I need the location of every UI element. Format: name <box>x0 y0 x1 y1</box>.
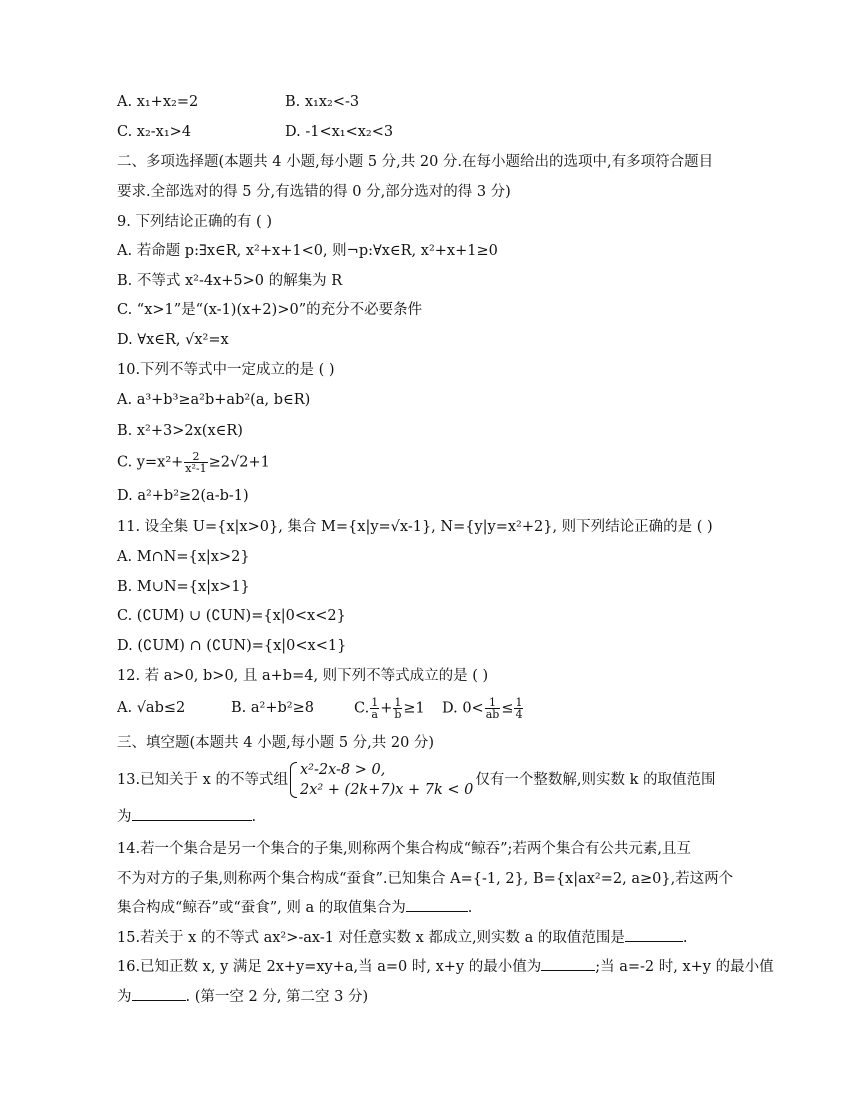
q13-line2 <box>117 806 256 828</box>
q12-option-b: B. a²+b²≥8 <box>231 700 314 716</box>
q13-prefix: 13.已知关于 x 的不等式组 <box>117 772 288 788</box>
q10-stem: 10.下列不等式中一定成立的是 ( ) <box>117 362 335 378</box>
q14-answer-blank[interactable] <box>406 897 468 912</box>
q12-option-c-fraction-2 <box>393 697 402 720</box>
q13-answer-blank[interactable] <box>132 806 252 821</box>
q11-stem: 11. 设全集 U={x|x>0}, 集合 M={x|y=√x-1}, N={y|y=x²+2}, 则下列结论正确的是 ( ) <box>117 519 713 535</box>
fraction-denominator: ab <box>485 708 500 721</box>
q12-option-a: A. √ab≤2 <box>117 700 186 716</box>
q13-line1 <box>117 758 716 802</box>
q12-stem: 12. 若 a>0, b>0, 且 a+b=4, 则下列不等式成立的是 ( ) <box>117 668 489 684</box>
q12-option-d-fraction-2 <box>514 697 523 720</box>
q8-option-c: C. x₂-x₁>4 <box>117 124 192 140</box>
q14-line2: 不为对方的子集,则称两个集合构成“蚕食”.已知集合 A={-1, 2}, B={x|ax²=2, a≥0},若这两个 <box>117 871 734 887</box>
q9-option-b: B. 不等式 x²-4x+5>0 的解集为 R <box>117 273 343 289</box>
q9-stem: 9. 下列结论正确的有 ( ) <box>117 214 272 230</box>
q11-option-d: D. (∁UM) ∩ (∁UN)={x|0<x<1} <box>117 638 347 654</box>
fraction-denominator: x²-1 <box>185 462 207 475</box>
q10-option-a: A. a³+b³≥a²b+ab²(a, b∈R) <box>117 392 311 408</box>
q15-line <box>117 927 688 949</box>
q12-option-d <box>442 697 524 720</box>
q9-option-c: C. “x>1”是“(x-1)(x+2)>0”的充分不必要条件 <box>117 302 423 318</box>
q15-end: . <box>682 930 688 946</box>
q12-option-c <box>354 697 425 720</box>
fraction-numerator: 1 <box>515 696 523 709</box>
fraction-denominator: b <box>394 708 402 721</box>
q15-text: 15.若关于 x 的不等式 ax²>-ax-1 对任意实数 x 都成立,则实数 a 的取值范围是 <box>117 930 625 946</box>
q10-option-d: D. a²+b²≥2(a-b-1) <box>117 488 249 504</box>
q16-line1b: ;当 a=-2 时, x+y 的最小值 <box>595 959 774 975</box>
q8-option-a: A. x₁+x₂=2 <box>117 94 199 110</box>
fraction-numerator: 1 <box>394 696 402 709</box>
q10-option-c <box>117 451 270 474</box>
q8-option-d: D. -1<x₁<x₂<3 <box>285 124 394 140</box>
fraction-numerator: 1 <box>485 697 501 709</box>
q8-option-b: B. x₁x₂<-3 <box>285 94 360 110</box>
q9-option-d: D. ∀x∈R, √x²=x <box>117 332 229 348</box>
q16-answer-blank-2[interactable] <box>132 986 186 1001</box>
q9-option-a: A. 若命题 p:∃x∈R, x²+x+1<0, 则¬p:∀x∈R, x²+x+1≥0 <box>117 243 498 259</box>
q12-option-c-suffix: ≥1 <box>403 700 425 717</box>
q10-option-c-fraction <box>184 451 207 474</box>
fraction-denominator: a <box>371 708 378 721</box>
q16-line2a: 为 <box>117 989 132 1005</box>
q10-option-b: B. x²+3>2x(x∈R) <box>117 423 243 439</box>
q13-inequality-system <box>290 760 473 800</box>
section2-heading-line2: 要求.全部选对的得 5 分,有选错的得 0 分,部分选对的得 3 分) <box>117 184 511 200</box>
q13-inequality-1: x²-2x-8 > 0, <box>299 762 386 778</box>
q12-option-c-plus: + <box>380 700 393 717</box>
q13-end: . <box>251 809 257 825</box>
q16-line1 <box>117 956 774 978</box>
q13-suffix: 仅有一个整数解,则实数 k 的取值范围 <box>475 772 716 788</box>
q13-line2-text: 为 <box>117 809 132 825</box>
fraction-denominator: 4 <box>515 708 523 721</box>
q13-inequality-2: 2x² + (2k+7)x + 7k < 0 <box>299 782 474 798</box>
q12-option-d-mid: ≤ <box>501 700 514 717</box>
q14-line1: 14.若一个集合是另一个集合的子集,则称两个集合构成“鲸吞”;若两个集合有公共元素,且互 <box>117 841 691 857</box>
q14-end: . <box>467 900 473 916</box>
q10-option-c-prefix: C. y=x²+ <box>117 454 184 471</box>
section2-heading-line1: 二、多项选择题(本题共 4 小题,每小题 5 分,共 20 分.在每小题给出的选项中,有多项符合题目 <box>117 154 714 170</box>
q14-line3-text: 集合构成“鲸吞”或“蚕食”, 则 a 的取值集合为 <box>117 900 406 916</box>
q12-option-d-prefix: D. 0< <box>442 700 484 717</box>
q14-line3 <box>117 897 472 919</box>
q11-option-b: B. M∪N={x|x>1} <box>117 579 250 595</box>
q12-option-c-prefix: C. <box>354 700 370 717</box>
q10-option-c-suffix: ≥2√2+1 <box>208 454 270 471</box>
section3-heading: 三、填空题(本题共 4 小题,每小题 5 分,共 20 分) <box>117 735 435 751</box>
q11-option-a: A. M∩N={x|x>2} <box>117 549 250 565</box>
q11-option-c: C. (∁UM) ∪ (∁UN)={x|0<x<2} <box>117 608 346 624</box>
fraction-numerator: 2 <box>184 451 207 463</box>
q16-line2b: . (第一空 2 分, 第二空 3 分) <box>185 989 369 1005</box>
q16-line1a: 16.已知正数 x, y 满足 2x+y=xy+a,当 a=0 时, x+y 的最小值为 <box>117 959 542 975</box>
q12-option-c-fraction-1 <box>370 697 379 720</box>
fraction-numerator: 1 <box>371 696 379 709</box>
q16-line2 <box>117 986 368 1008</box>
q16-answer-blank-1[interactable] <box>541 956 595 971</box>
q12-option-d-fraction-1 <box>485 697 501 720</box>
q15-answer-blank[interactable] <box>625 927 683 942</box>
